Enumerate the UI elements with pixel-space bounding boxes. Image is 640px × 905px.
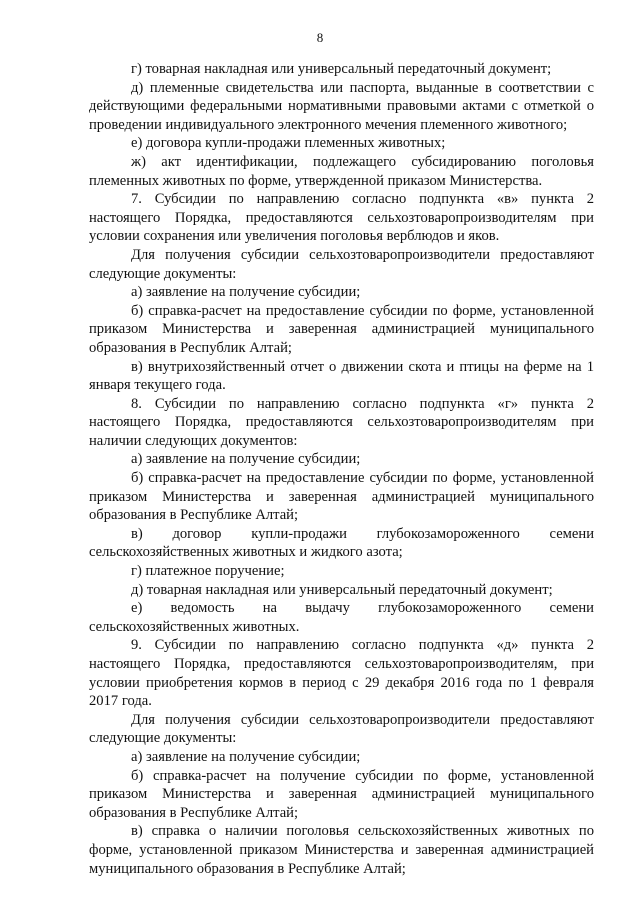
paragraph-clause-7: 7. Субсидии по направлению согласно подпункта «в» пункта 2 настоящего Порядка, предоставляются сельхозтоваропроизводителям при условии сохранения или увеличения поголовья верблюдов и яков. <box>89 191 594 245</box>
paragraph-item-b-calculation: б) справка-расчет на предоставление субсидии по форме, установленной приказом Министерства и заверенная администрацией муниципального образования в Республике Алтай; <box>89 470 594 524</box>
paragraph-item-v-livestock-certificate: в) справка о наличии поголовья сельскохозяйственных животных по форме, установленной приказом Министерства и заверенная администрацией муниципального образования в Республике Алтай; <box>89 823 594 877</box>
document-body <box>89 60 594 878</box>
paragraph-documents-intro: Для получения субсидии сельхозтоваропроизводители предоставляют следующие документы: <box>89 246 594 282</box>
paragraph-item-b-calculation: б) справка-расчет на получение субсидии по форме, установленной приказом Министерства и заверенная администрацией муниципального образования в Республике Алтай; <box>89 767 594 821</box>
paragraph-item-b-calculation: б) справка-расчет на предоставление субсидии по форме, установленной приказом Министерства и заверенная администрацией муниципального образования в Республик Алтай; <box>89 302 594 356</box>
paragraph-clause-8: 8. Субсидии по направлению согласно подпункта «г» пункта 2 настоящего Порядка, предоставляются сельхозтоваропроизводителям при наличии следующих документов: <box>89 395 594 449</box>
paragraph-clause-9: 9. Субсидии по направлению согласно подпункта «д» пункта 2 настоящего Порядка, предоставляются сельхозтоваропроизводителям, при условии приобретения кормов в период с 29 декабря 2016 года по 1 февраля 2017 года. <box>89 637 594 710</box>
paragraph-item-zh-identification-act: ж) акт идентификации, подлежащего субсидированию поголовья племенных животных по форме, утвержденной приказом Министерства. <box>89 153 594 189</box>
paragraph-item-e-issuance-sheet: е) ведомость на выдачу глубокозамороженного семени сельскохозяйственных животных. <box>89 600 594 635</box>
paragraph-documents-intro: Для получения субсидии сельхозтоваропроизводители предоставляют следующие документы: <box>89 711 594 747</box>
paragraph-item-g-invoice: г) товарная накладная или универсальный передаточный документ; <box>131 61 552 77</box>
paragraph-item-a-application: а) заявление на получение субсидии; <box>131 451 361 468</box>
paragraph-item-g-payment-order: г) платежное поручение; <box>131 563 285 580</box>
page-number: 8 <box>316 30 324 45</box>
paragraph-item-d-certificates: д) племенные свидетельства или паспорта, выданные в соответствии с действующими федеральными нормативными правовыми актами с отметкой о проведении индивидуального электронного мечения племенного животного; <box>89 79 594 133</box>
paragraph-item-a-application: а) заявление на получение субсидии; <box>131 748 361 765</box>
paragraph-item-v-semen-contract: в) договор купли-продажи глубокозамороженного семени сельскохозяйственных животных и жидкого азота; <box>89 525 594 561</box>
paragraph-item-e-contracts: е) договора купли-продажи племенных животных; <box>131 135 446 152</box>
paragraph-item-v-livestock-report: в) внутрихозяйственный отчет о движении скота и птицы на ферме на 1 января текущего года. <box>89 358 594 394</box>
paragraph-item-a-application: а) заявление на получение субсидии; <box>131 284 361 301</box>
paragraph-item-d-invoice: д) товарная накладная или универсальный передаточный документ; <box>131 581 553 598</box>
